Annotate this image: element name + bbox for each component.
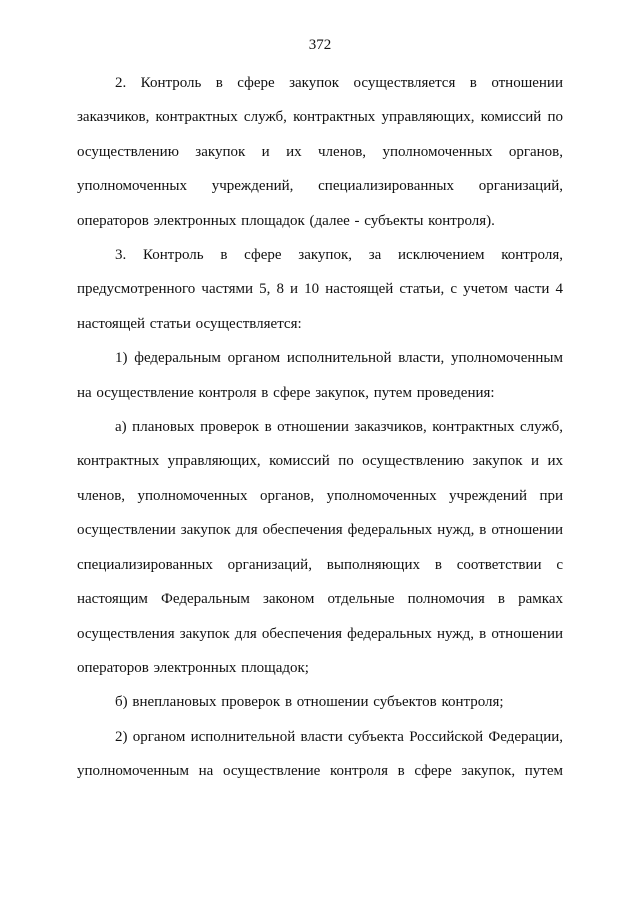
document-body [77,66,563,789]
paragraph-federal-body: 1) федеральным органом исполнительной власти, уполномоченным на осуществление контроля в сфере закупок, путем проведения: [77,350,563,401]
paragraph-planned-inspections: а) плановых проверок в отношении заказчиков, контрактных служб, контрактных управляющих, комиссий по осуществлению закупок и их членов, уполномоченных органов, уполномоченных учреждений при осуществлении закупок для обеспечения федеральных нужд, в отношении специализированных организаций, выполняющих в соответствии с настоящим Федеральным законом отдельные полномочия в рамках осуществления закупок для обеспечения федеральных нужд, в отношении операторов электронных площадок; [77,419,563,676]
paragraph-subjects-of-control: 2. Контроль в сфере закупок осуществляется в отношении заказчиков, контрактных служб, контрактных управляющих, комиссий по осуществлению закупок и их членов, уполномоченных органов, уполномоченных учреждений, специализированных организаций, операторов электронных площадок (далее - субъекты контроля). [77,75,563,229]
paragraph-control-performed-by: 3. Контроль в сфере закупок, за исключением контроля, предусмотренного частями 5, 8 и 10 настоящей статьи, с учетом части 4 настоящей статьи осуществляется: [77,247,563,332]
page-number: 372 [308,37,332,53]
paragraph-regional-body: 2) органом исполнительной власти субъекта Российской Федерации, уполномоченным на осуществление контроля в сфере закупок, путем [77,728,563,780]
paragraph-unscheduled-inspections: б) внеплановых проверок в отношении субъектов контроля; [115,694,504,711]
